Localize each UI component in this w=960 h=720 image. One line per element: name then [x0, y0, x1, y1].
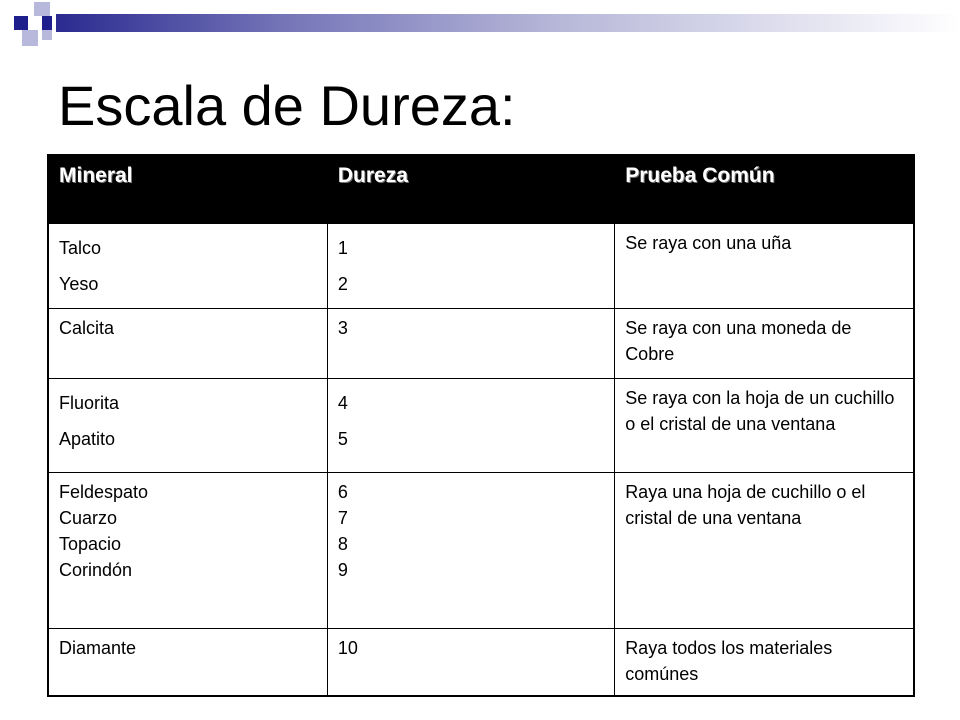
mineral-name: Talco [59, 237, 102, 258]
mineral-name: Feldespato [59, 481, 149, 502]
decor-square-navy [42, 16, 52, 30]
hardness-table [47, 154, 915, 697]
hardness-value: 3 [337, 317, 348, 338]
common-test-cell: Se raya con la hoja de un cuchillo o el cristal de una ventana [615, 378, 914, 472]
mineral-cell [48, 223, 327, 308]
table-row [48, 472, 914, 628]
hardness-value: 4 [337, 392, 348, 413]
hardness-cell [327, 378, 614, 472]
hardness-value: 10 [337, 637, 358, 658]
table-header-row [48, 155, 914, 223]
common-test-cell: Se raya con una uña [615, 223, 914, 308]
decor-square-lavender [22, 30, 38, 46]
slide-title: Escala de Dureza: [58, 74, 516, 137]
decor-square-lavender [34, 2, 50, 16]
mineral-cell [48, 378, 327, 472]
mineral-name: Topacio [59, 533, 122, 554]
hardness-cell [327, 472, 614, 628]
table-row [48, 308, 914, 378]
hardness-value: 1 [337, 237, 348, 258]
mineral-cell [48, 472, 327, 628]
mineral-name: Diamante [59, 637, 137, 658]
hardness-value: 9 [337, 559, 348, 580]
mineral-name: Corindón [59, 559, 133, 580]
decor-square-lavender [42, 30, 52, 40]
hardness-value: 6 [337, 481, 348, 502]
mineral-name: Fluorita [59, 392, 120, 413]
mineral-name: Yeso [59, 273, 99, 294]
column-header-common-test: Prueba Común [615, 155, 914, 223]
decor-square-navy [14, 16, 28, 30]
table-row [48, 628, 914, 696]
mineral-cell [48, 628, 327, 696]
hardness-value: 8 [337, 533, 348, 554]
mineral-name: Apatito [59, 428, 116, 449]
column-header-hardness: Dureza [327, 155, 614, 223]
column-header-mineral: Mineral [48, 155, 327, 223]
mineral-name: Cuarzo [59, 507, 118, 528]
table-row [48, 378, 914, 472]
common-test-cell: Raya una hoja de cuchillo o el cristal de una ventana [615, 472, 914, 628]
hardness-value: 5 [337, 428, 348, 449]
hardness-cell [327, 628, 614, 696]
mineral-cell [48, 308, 327, 378]
common-test-cell: Se raya con una moneda de Cobre [615, 308, 914, 378]
hardness-value: 2 [337, 273, 348, 294]
table-row [48, 223, 914, 308]
hardness-value: 7 [337, 507, 348, 528]
mineral-name: Calcita [59, 317, 115, 338]
header-gradient-bar [56, 14, 960, 32]
hardness-cell [327, 223, 614, 308]
hardness-cell [327, 308, 614, 378]
common-test-cell: Raya todos los materiales comúnes [615, 628, 914, 696]
